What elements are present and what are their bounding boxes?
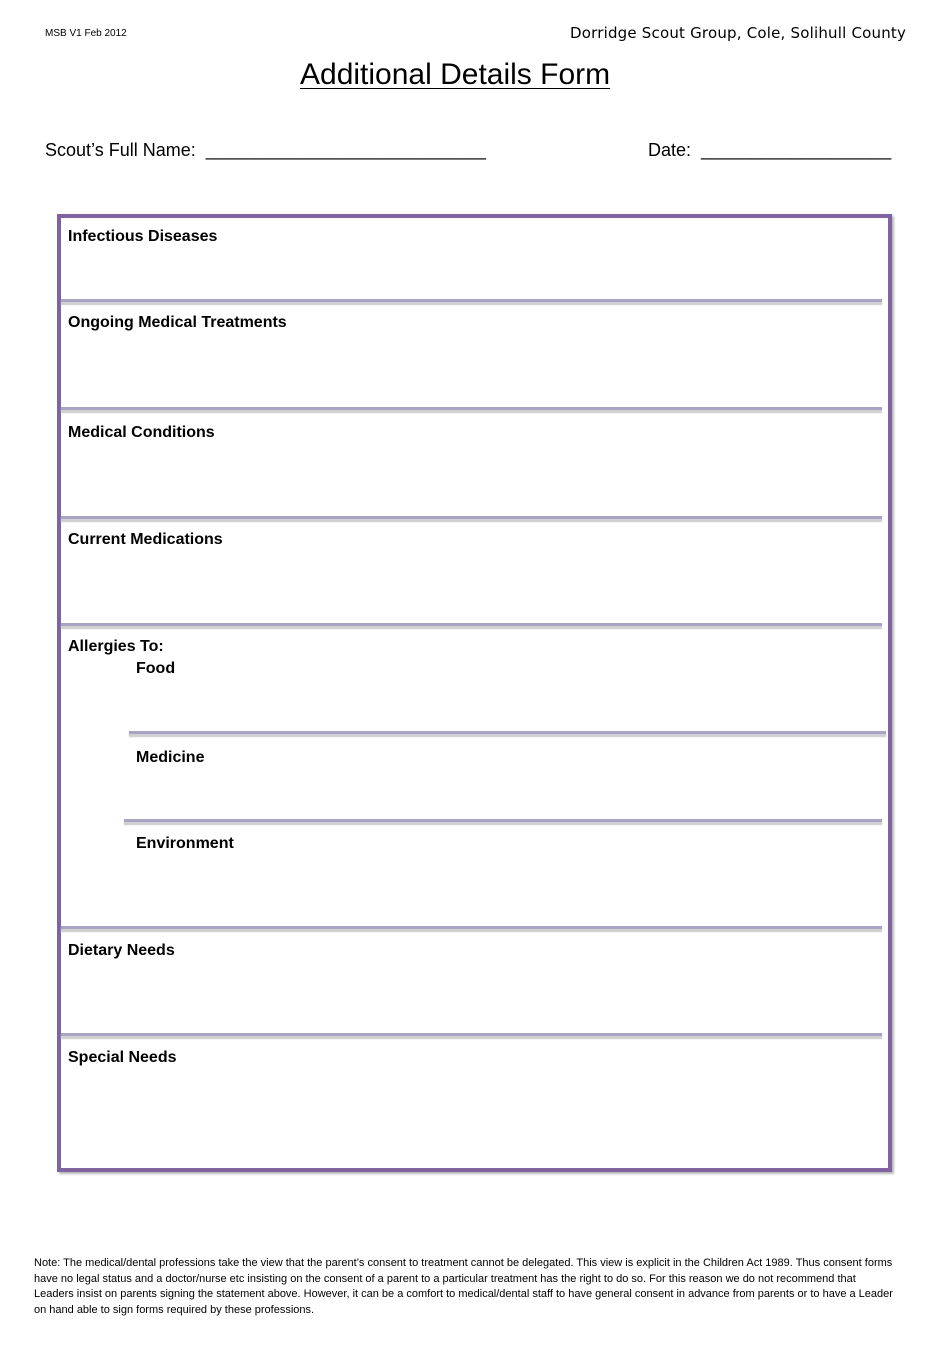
date-label: Date: xyxy=(648,140,692,160)
current-medications-label: Current Medications xyxy=(68,531,223,548)
environment-allergy-label: Environment xyxy=(136,835,234,852)
medicine-allergy-label: Medicine xyxy=(136,749,205,766)
medical-details-box xyxy=(57,214,892,1172)
ongoing-medical-treatments-label: Ongoing Medical Treatments xyxy=(68,314,287,331)
scout-name-label: Scout’s Full Name: xyxy=(45,140,196,160)
section-divider xyxy=(124,819,882,824)
date-blank[interactable]: ___________________ xyxy=(701,140,892,160)
date-field[interactable] xyxy=(648,140,891,161)
footer-note: Note: The medical/dental professions take the view that the parent’s consent to treatment cannot be delegated. This view is explicit in the Children Act 1989. Thus consent forms have no legal status and a doctor/nurse etc insisting on the consent of a parent to a particular treatment has the right to do so. For this reason we do not recommend that Leaders insist on parents signing the statement above. However, it can be a comfort to medical/dental staff to have general consent in advance from parents or to have a Leader on hand able to sign forms required by these professions. xyxy=(34,1257,893,1316)
infectious-diseases-label: Infectious Diseases xyxy=(68,228,218,245)
special-needs-label: Special Needs xyxy=(68,1049,177,1066)
section-divider xyxy=(61,1033,882,1038)
section-divider xyxy=(61,407,882,412)
section-divider xyxy=(61,516,882,521)
section-divider xyxy=(61,623,882,628)
scout-name-blank[interactable]: ____________________________ xyxy=(205,140,487,160)
dietary-needs-label: Dietary Needs xyxy=(68,942,175,959)
form-title: Additional Details Form xyxy=(300,58,611,91)
medical-conditions-label: Medical Conditions xyxy=(68,424,215,441)
scout-name-field[interactable] xyxy=(45,140,486,161)
food-allergy-label: Food xyxy=(136,660,176,677)
section-divider xyxy=(61,926,882,931)
section-divider xyxy=(61,299,882,304)
section-divider xyxy=(129,731,886,736)
document-code: MSB V1 Feb 2012 xyxy=(45,28,127,39)
allergies-label: Allergies To: xyxy=(68,638,164,655)
organization-name: Dorridge Scout Group, Cole, Solihull County xyxy=(570,24,907,42)
